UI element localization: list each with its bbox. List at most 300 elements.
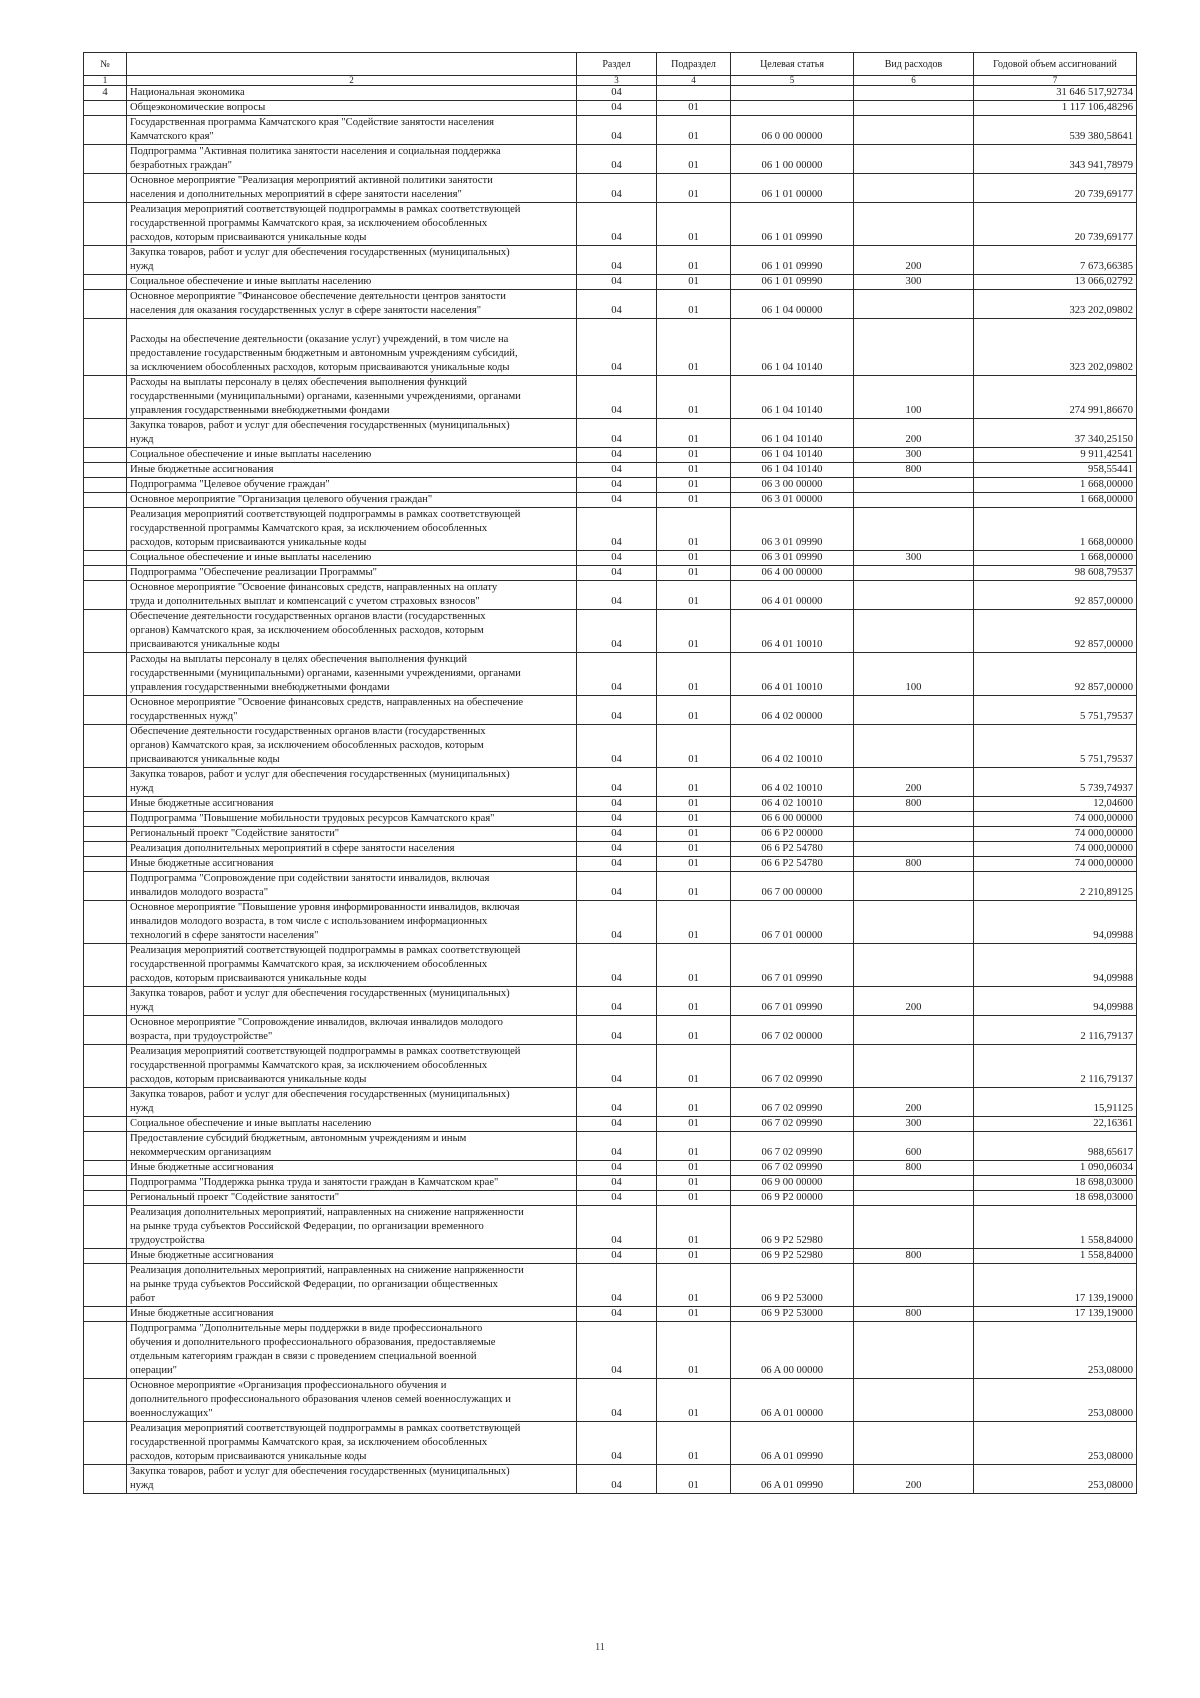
row-expense-type	[854, 827, 974, 842]
row-target-article: 06 A 01 09990	[731, 1465, 854, 1494]
row-number	[84, 203, 127, 246]
row-subsection: 01	[657, 145, 731, 174]
row-number	[84, 101, 127, 116]
row-subsection: 01	[657, 872, 731, 901]
row-subsection: 01	[657, 1465, 731, 1494]
row-number	[84, 944, 127, 987]
row-amount: 74 000,00000	[974, 842, 1137, 857]
row-name: Обеспечение деятельности государственных органов власти (государственных органов) Камчатского края, за исключением обособленных расходов, которым присваиваются уникальные коды	[127, 610, 577, 653]
row-section: 04	[577, 275, 657, 290]
row-amount: 74 000,00000	[974, 857, 1137, 872]
table-body	[84, 86, 1137, 1494]
row-subsection: 01	[657, 1191, 731, 1206]
table-row	[84, 116, 1137, 145]
table-row	[84, 1264, 1137, 1307]
row-expense-type	[854, 86, 974, 101]
row-number	[84, 1307, 127, 1322]
row-subsection: 01	[657, 653, 731, 696]
row-target-article: 06 1 04 00000	[731, 290, 854, 319]
row-name: Реализация мероприятий соответствующей подпрограммы в рамках соответствующей государственной программы Камчатского края, за исключением обособленных расходов, которым присваиваются уникальные коды	[127, 1422, 577, 1465]
row-amount: 343 941,78979	[974, 145, 1137, 174]
row-section: 04	[577, 448, 657, 463]
row-name: Закупка товаров, работ и услуг для обеспечения государственных (муниципальных) нужд	[127, 1088, 577, 1117]
row-section: 04	[577, 1016, 657, 1045]
row-number	[84, 1117, 127, 1132]
row-amount: 5 739,74937	[974, 768, 1137, 797]
row-amount: 94,09988	[974, 987, 1137, 1016]
col-header-annual-volume: Годовой объем ассигнований	[974, 53, 1137, 76]
row-number	[84, 1045, 127, 1088]
row-name: Расходы на обеспечение деятельности (оказание услуг) учреждений, в том числе на предоставление государственным бюджетным и автономным учреждениям субсидий, за исключением обособленных расходов, которым присваиваются уникальные коды	[127, 319, 577, 376]
table-row	[84, 376, 1137, 419]
row-name: Социальное обеспечение и иные выплаты населению	[127, 448, 577, 463]
row-amount: 92 857,00000	[974, 653, 1137, 696]
row-subsection: 01	[657, 768, 731, 797]
row-target-article: 06 9 P2 52980	[731, 1206, 854, 1249]
row-amount: 1 117 106,48296	[974, 101, 1137, 116]
col-number-5: 5	[731, 76, 854, 86]
row-number	[84, 508, 127, 551]
row-number	[84, 566, 127, 581]
row-section: 04	[577, 478, 657, 493]
row-subsection: 01	[657, 551, 731, 566]
row-section: 04	[577, 1191, 657, 1206]
row-target-article: 06 6 P2 00000	[731, 827, 854, 842]
row-target-article: 06 4 02 10010	[731, 768, 854, 797]
row-amount: 253,08000	[974, 1465, 1137, 1494]
row-number	[84, 493, 127, 508]
table-row	[84, 145, 1137, 174]
row-subsection	[657, 86, 731, 101]
row-section: 04	[577, 653, 657, 696]
row-expense-type	[854, 1206, 974, 1249]
row-number	[84, 872, 127, 901]
row-expense-type	[854, 944, 974, 987]
row-expense-type	[854, 1422, 974, 1465]
table-row	[84, 1088, 1137, 1117]
row-number	[84, 1088, 127, 1117]
table-row	[84, 566, 1137, 581]
col-header-expense-type: Вид расходов	[854, 53, 974, 76]
row-name: Основное мероприятие "Повышение уровня информированности инвалидов, включая инвалидов молодого возраста, в том числе с использованием информационных технологий в сфере занятости населения"	[127, 901, 577, 944]
row-subsection: 01	[657, 944, 731, 987]
row-name: Расходы на выплаты персоналу в целях обеспечения выполнения функций государственными (муниципальными) органами, казенными учреждениями, органами управления государственными внебюджетными фондами	[127, 376, 577, 419]
row-subsection: 01	[657, 275, 731, 290]
table-row	[84, 551, 1137, 566]
col-number-2: 2	[127, 76, 577, 86]
row-amount: 323 202,09802	[974, 319, 1137, 376]
row-number	[84, 581, 127, 610]
col-header-section: Раздел	[577, 53, 657, 76]
row-expense-type	[854, 566, 974, 581]
row-name: Расходы на выплаты персоналу в целях обеспечения выполнения функций государственными (муниципальными) органами, казенными учреждениями, органами управления государственными внебюджетными фондами	[127, 653, 577, 696]
col-number-7: 7	[974, 76, 1137, 86]
row-target-article: 06 1 01 09990	[731, 203, 854, 246]
row-target-article: 06 7 01 09990	[731, 987, 854, 1016]
table-row	[84, 581, 1137, 610]
row-number	[84, 1264, 127, 1307]
table-row	[84, 1016, 1137, 1045]
table-row	[84, 478, 1137, 493]
row-section: 04	[577, 1422, 657, 1465]
row-expense-type	[854, 1379, 974, 1422]
row-amount: 98 608,79537	[974, 566, 1137, 581]
row-name: Социальное обеспечение и иные выплаты населению	[127, 1117, 577, 1132]
row-name: Подпрограмма "Поддержка рынка труда и занятости граждан в Камчатском крае"	[127, 1176, 577, 1191]
row-name: Основное мероприятие "Освоение финансовых средств, направленных на обеспечение государственных нужд"	[127, 696, 577, 725]
row-expense-type: 300	[854, 1117, 974, 1132]
row-subsection: 01	[657, 1422, 731, 1465]
row-expense-type: 800	[854, 1307, 974, 1322]
row-subsection: 01	[657, 101, 731, 116]
table-row	[84, 203, 1137, 246]
row-amount: 5 751,79537	[974, 696, 1137, 725]
row-amount: 253,08000	[974, 1322, 1137, 1379]
row-section: 04	[577, 290, 657, 319]
row-expense-type	[854, 174, 974, 203]
row-number	[84, 1249, 127, 1264]
row-amount: 1 090,06034	[974, 1161, 1137, 1176]
row-number	[84, 1132, 127, 1161]
row-target-article: 06 6 00 00000	[731, 812, 854, 827]
row-section: 04	[577, 797, 657, 812]
row-expense-type: 800	[854, 797, 974, 812]
row-number	[84, 725, 127, 768]
row-expense-type: 100	[854, 653, 974, 696]
row-target-article: 06 1 01 00000	[731, 174, 854, 203]
row-name: Реализация мероприятий соответствующей подпрограммы в рамках соответствующей государственной программы Камчатского края, за исключением обособленных расходов, которым присваиваются уникальные коды	[127, 508, 577, 551]
row-subsection: 01	[657, 725, 731, 768]
row-subsection: 01	[657, 493, 731, 508]
table-row	[84, 1132, 1137, 1161]
row-amount: 1 558,84000	[974, 1249, 1137, 1264]
row-target-article: 06 1 04 10140	[731, 319, 854, 376]
row-name: Основное мероприятие "Сопровождение инвалидов, включая инвалидов молодого возраста, при трудоустройстве"	[127, 1016, 577, 1045]
row-amount: 5 751,79537	[974, 725, 1137, 768]
row-section: 04	[577, 1322, 657, 1379]
row-target-article: 06 4 01 00000	[731, 581, 854, 610]
row-subsection: 01	[657, 901, 731, 944]
row-number	[84, 319, 127, 376]
table-row	[84, 1422, 1137, 1465]
row-target-article: 06 3 01 09990	[731, 508, 854, 551]
row-expense-type: 300	[854, 551, 974, 566]
row-amount: 20 739,69177	[974, 203, 1137, 246]
row-target-article: 06 9 P2 00000	[731, 1191, 854, 1206]
row-subsection: 01	[657, 1322, 731, 1379]
row-section: 04	[577, 203, 657, 246]
row-expense-type: 200	[854, 1088, 974, 1117]
row-target-article: 06 4 02 00000	[731, 696, 854, 725]
row-amount: 1 668,00000	[974, 478, 1137, 493]
col-number-6: 6	[854, 76, 974, 86]
table-row	[84, 1379, 1137, 1422]
row-amount: 1 558,84000	[974, 1206, 1137, 1249]
row-section: 04	[577, 145, 657, 174]
budget-table	[83, 52, 1137, 1494]
row-number	[84, 246, 127, 275]
row-number	[84, 1206, 127, 1249]
row-subsection: 01	[657, 463, 731, 478]
row-number	[84, 116, 127, 145]
row-target-article: 06 1 01 09990	[731, 275, 854, 290]
table-row	[84, 1176, 1137, 1191]
row-target-article: 06 3 01 00000	[731, 493, 854, 508]
row-target-article: 06 7 02 09990	[731, 1132, 854, 1161]
row-amount: 253,08000	[974, 1422, 1137, 1465]
row-name: Региональный проект "Содействие занятости"	[127, 1191, 577, 1206]
row-section: 04	[577, 1176, 657, 1191]
table-row	[84, 419, 1137, 448]
row-expense-type	[854, 581, 974, 610]
row-expense-type	[854, 842, 974, 857]
row-section: 04	[577, 508, 657, 551]
row-subsection: 01	[657, 174, 731, 203]
table-row	[84, 1322, 1137, 1379]
row-section: 04	[577, 1088, 657, 1117]
row-subsection: 01	[657, 1206, 731, 1249]
row-expense-type	[854, 1176, 974, 1191]
table-row	[84, 1465, 1137, 1494]
row-expense-type: 300	[854, 275, 974, 290]
row-section: 04	[577, 1206, 657, 1249]
row-section: 04	[577, 1117, 657, 1132]
row-expense-type: 800	[854, 857, 974, 872]
row-section: 04	[577, 566, 657, 581]
row-name: Подпрограмма "Целевое обучение граждан"	[127, 478, 577, 493]
row-amount: 1 668,00000	[974, 551, 1137, 566]
row-number	[84, 1379, 127, 1422]
row-number	[84, 551, 127, 566]
row-expense-type: 200	[854, 987, 974, 1016]
table-row	[84, 768, 1137, 797]
row-subsection: 01	[657, 419, 731, 448]
row-section: 04	[577, 987, 657, 1016]
row-name: Реализация дополнительных мероприятий, направленных на снижение напряженности на рынке труда субъектов Российской Федерации, по организации временного трудоустройства	[127, 1206, 577, 1249]
row-target-article: 06 9 P2 53000	[731, 1307, 854, 1322]
table-row	[84, 1161, 1137, 1176]
table-row	[84, 174, 1137, 203]
row-target-article: 06 1 01 09990	[731, 246, 854, 275]
row-number	[84, 857, 127, 872]
table-row	[84, 725, 1137, 768]
row-amount: 274 991,86670	[974, 376, 1137, 419]
row-subsection: 01	[657, 1249, 731, 1264]
row-section: 04	[577, 725, 657, 768]
row-number	[84, 653, 127, 696]
budget-sheet	[83, 52, 1136, 1494]
row-number	[84, 1176, 127, 1191]
row-expense-type	[854, 1016, 974, 1045]
row-name: Региональный проект "Содействие занятости"	[127, 827, 577, 842]
row-section: 04	[577, 493, 657, 508]
table-row	[84, 797, 1137, 812]
row-amount: 988,65617	[974, 1132, 1137, 1161]
row-section: 04	[577, 463, 657, 478]
row-number	[84, 275, 127, 290]
row-name: Основное мероприятие "Финансовое обеспечение деятельности центров занятости населения для оказания государственных услуг в сфере занятости населения"	[127, 290, 577, 319]
row-subsection: 01	[657, 1016, 731, 1045]
table-header	[84, 53, 1137, 86]
row-amount: 20 739,69177	[974, 174, 1137, 203]
row-target-article: 06 4 02 10010	[731, 797, 854, 812]
row-number	[84, 797, 127, 812]
row-target-article: 06 3 00 00000	[731, 478, 854, 493]
row-expense-type	[854, 1191, 974, 1206]
table-row	[84, 448, 1137, 463]
row-expense-type	[854, 872, 974, 901]
row-section: 04	[577, 901, 657, 944]
row-target-article: 06 4 02 10010	[731, 725, 854, 768]
row-section: 04	[577, 812, 657, 827]
row-amount: 18 698,03000	[974, 1191, 1137, 1206]
row-name: Иные бюджетные ассигнования	[127, 1249, 577, 1264]
row-target-article: 06 0 00 00000	[731, 116, 854, 145]
row-subsection: 01	[657, 203, 731, 246]
page-number: 11	[595, 1642, 605, 1653]
table-row	[84, 842, 1137, 857]
row-expense-type	[854, 812, 974, 827]
row-name: Реализация мероприятий соответствующей подпрограммы в рамках соответствующей государственной программы Камчатского края, за исключением обособленных расходов, которым присваиваются уникальные коды	[127, 203, 577, 246]
row-name: Закупка товаров, работ и услуг для обеспечения государственных (муниципальных) нужд	[127, 419, 577, 448]
table-row	[84, 86, 1137, 101]
row-section: 04	[577, 319, 657, 376]
row-number	[84, 174, 127, 203]
row-expense-type: 200	[854, 246, 974, 275]
row-section: 04	[577, 419, 657, 448]
row-number	[84, 1465, 127, 1494]
table-row	[84, 696, 1137, 725]
col-number-3: 3	[577, 76, 657, 86]
row-subsection: 01	[657, 857, 731, 872]
table-row	[84, 1206, 1137, 1249]
row-section: 04	[577, 1161, 657, 1176]
row-number	[84, 987, 127, 1016]
row-expense-type	[854, 508, 974, 551]
table-row	[84, 463, 1137, 478]
row-target-article: 06 1 04 10140	[731, 448, 854, 463]
row-number	[84, 1161, 127, 1176]
table-row	[84, 290, 1137, 319]
row-section: 04	[577, 1045, 657, 1088]
row-expense-type: 200	[854, 419, 974, 448]
row-subsection: 01	[657, 987, 731, 1016]
row-number	[84, 842, 127, 857]
row-subsection: 01	[657, 1307, 731, 1322]
row-subsection: 01	[657, 1379, 731, 1422]
row-subsection: 01	[657, 478, 731, 493]
table-row	[84, 1191, 1137, 1206]
row-expense-type	[854, 610, 974, 653]
row-subsection: 01	[657, 376, 731, 419]
row-section: 04	[577, 1307, 657, 1322]
row-subsection: 01	[657, 508, 731, 551]
row-target-article: 06 3 01 09990	[731, 551, 854, 566]
row-expense-type	[854, 101, 974, 116]
row-amount: 539 380,58641	[974, 116, 1137, 145]
row-target-article: 06 7 02 09990	[731, 1045, 854, 1088]
row-name: Реализация мероприятий соответствующей подпрограммы в рамках соответствующей государственной программы Камчатского края, за исключением обособленных расходов, которым присваиваются уникальные коды	[127, 1045, 577, 1088]
table-row	[84, 319, 1137, 376]
row-number	[84, 1322, 127, 1379]
row-amount: 37 340,25150	[974, 419, 1137, 448]
table-row	[84, 493, 1137, 508]
row-name: Реализация мероприятий соответствующей подпрограммы в рамках соответствующей государственной программы Камчатского края, за исключением обособленных расходов, которым присваиваются уникальные коды	[127, 944, 577, 987]
row-expense-type: 800	[854, 463, 974, 478]
row-subsection: 01	[657, 797, 731, 812]
row-expense-type	[854, 203, 974, 246]
row-amount: 2 116,79137	[974, 1045, 1137, 1088]
row-name: Основное мероприятие "Реализация мероприятий активной политики занятости населения и дополнительных мероприятий в сфере занятости населения"	[127, 174, 577, 203]
row-name: Социальное обеспечение и иные выплаты населению	[127, 551, 577, 566]
row-target-article: 06 A 00 00000	[731, 1322, 854, 1379]
row-target-article: 06 7 02 09990	[731, 1088, 854, 1117]
row-subsection: 01	[657, 1117, 731, 1132]
row-subsection: 01	[657, 1088, 731, 1117]
row-subsection: 01	[657, 1176, 731, 1191]
row-subsection: 01	[657, 812, 731, 827]
row-target-article: 06 A 01 00000	[731, 1379, 854, 1422]
row-amount: 7 673,66385	[974, 246, 1137, 275]
row-expense-type	[854, 696, 974, 725]
row-expense-type	[854, 319, 974, 376]
row-amount: 92 857,00000	[974, 581, 1137, 610]
row-amount: 2 116,79137	[974, 1016, 1137, 1045]
row-expense-type	[854, 725, 974, 768]
row-amount: 74 000,00000	[974, 827, 1137, 842]
row-subsection: 01	[657, 246, 731, 275]
row-number	[84, 1191, 127, 1206]
header-row	[84, 53, 1137, 76]
table-row	[84, 1249, 1137, 1264]
table-row	[84, 812, 1137, 827]
row-target-article: 06 7 02 00000	[731, 1016, 854, 1045]
row-subsection: 01	[657, 696, 731, 725]
row-name: Подпрограмма "Дополнительные меры поддержки в виде профессионального обучения и дополнительного профессионального образования, предоставляемые отдельным категориям граждан в связи с проведением специальной военной операции"	[127, 1322, 577, 1379]
column-number-row	[84, 76, 1137, 86]
table-row	[84, 827, 1137, 842]
table-row	[84, 508, 1137, 551]
row-subsection: 01	[657, 1264, 731, 1307]
row-expense-type: 800	[854, 1249, 974, 1264]
row-section: 04	[577, 551, 657, 566]
row-name: Государственная программа Камчатского края "Содействие занятости населения Камчатского края"	[127, 116, 577, 145]
row-number	[84, 1016, 127, 1045]
row-name: Национальная экономика	[127, 86, 577, 101]
row-target-article: 06 9 00 00000	[731, 1176, 854, 1191]
row-name: Подпрограмма "Повышение мобильности трудовых ресурсов Камчатского края"	[127, 812, 577, 827]
row-name: Социальное обеспечение и иные выплаты населению	[127, 275, 577, 290]
row-target-article: 06 1 04 10140	[731, 419, 854, 448]
row-name: Иные бюджетные ассигнования	[127, 463, 577, 478]
row-section: 04	[577, 1465, 657, 1494]
row-amount: 18 698,03000	[974, 1176, 1137, 1191]
row-expense-type: 200	[854, 1465, 974, 1494]
table-row	[84, 1307, 1137, 1322]
row-amount: 22,16361	[974, 1117, 1137, 1132]
row-section: 04	[577, 1132, 657, 1161]
table-row	[84, 246, 1137, 275]
row-name: Закупка товаров, работ и услуг для обеспечения государственных (муниципальных) нужд	[127, 246, 577, 275]
row-section: 04	[577, 376, 657, 419]
row-name: Предоставление субсидий бюджетным, автономным учреждениям и иным некоммерческим организациям	[127, 1132, 577, 1161]
row-section: 04	[577, 610, 657, 653]
row-amount: 1 668,00000	[974, 508, 1137, 551]
row-section: 04	[577, 872, 657, 901]
row-name: Иные бюджетные ассигнования	[127, 857, 577, 872]
row-target-article: 06 9 P2 52980	[731, 1249, 854, 1264]
row-section: 04	[577, 1249, 657, 1264]
